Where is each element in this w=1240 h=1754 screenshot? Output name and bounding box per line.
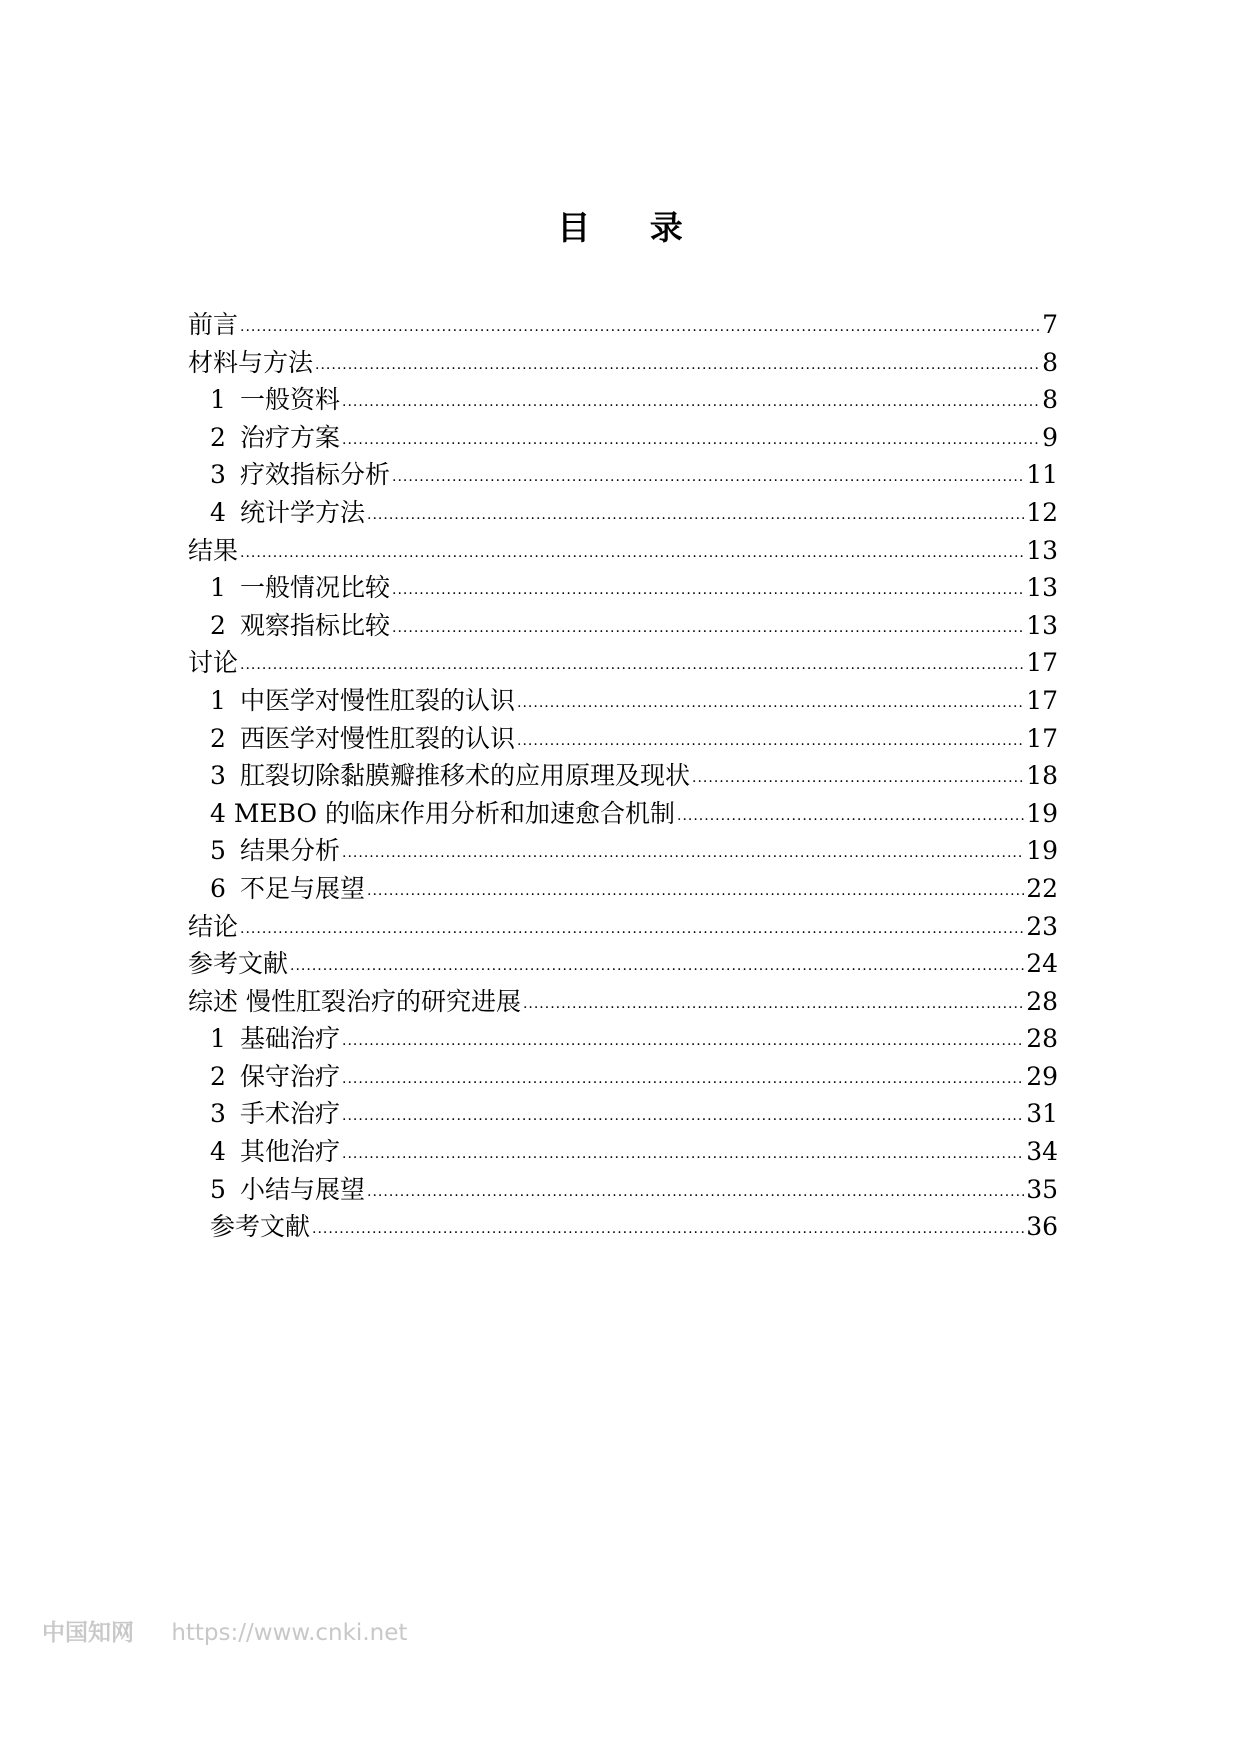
toc-dot-leader <box>677 798 1024 836</box>
toc-entry[interactable] <box>188 532 1058 570</box>
toc-entry-label <box>210 381 340 419</box>
toc-entry-page: 11 <box>1026 460 1058 490</box>
toc-dot-leader <box>392 459 1024 497</box>
toc-entry-label <box>210 682 515 720</box>
toc-entry[interactable] <box>188 1020 1058 1058</box>
toc-entry-text: 基础治疗 <box>240 1024 341 1054</box>
toc-entry-label <box>188 532 238 570</box>
toc-entry-number: 4 <box>210 798 226 828</box>
toc-entry-label <box>188 945 288 983</box>
toc-entry[interactable] <box>188 381 1058 419</box>
toc-entry-page: 8 <box>1042 347 1058 377</box>
watermark <box>42 1614 407 1647</box>
toc-dot-leader <box>342 1136 1024 1174</box>
toc-dot-leader <box>342 1061 1024 1099</box>
toc-entry-page: 17 <box>1026 685 1058 715</box>
toc-entry-number: 2 <box>210 422 226 452</box>
toc-entry-label <box>210 1058 340 1096</box>
toc-entry-label <box>188 644 238 682</box>
toc-entry[interactable] <box>188 344 1058 382</box>
toc-entry[interactable] <box>188 1095 1058 1133</box>
toc-entry[interactable] <box>188 720 1058 758</box>
toc-entry-page: 24 <box>1026 949 1058 979</box>
toc-dot-leader <box>240 911 1024 949</box>
toc-dot-leader <box>342 1023 1024 1061</box>
toc-entry-text: 结果 <box>188 535 239 565</box>
toc-entry[interactable] <box>188 682 1058 720</box>
toc-dot-leader <box>517 723 1024 761</box>
toc-entry-label <box>188 344 313 382</box>
toc-entry-page: 17 <box>1026 648 1058 678</box>
page-title: 目 录 <box>557 208 707 247</box>
toc-entry-label <box>210 1208 310 1246</box>
toc-entry[interactable] <box>188 757 1058 795</box>
toc-entry-text: 疗效指标分析 <box>240 460 391 490</box>
toc-entry-text: 不足与展望 <box>240 873 366 903</box>
toc-entry-label <box>210 419 340 457</box>
toc-dot-leader <box>240 647 1024 685</box>
toc-entry[interactable] <box>188 870 1058 908</box>
toc-dot-leader <box>367 873 1024 911</box>
toc-entry-page: 28 <box>1026 1024 1058 1054</box>
toc-entry-text: 统计学方法 <box>240 497 366 527</box>
toc-entry-label <box>210 832 340 870</box>
toc-entry[interactable] <box>188 1058 1058 1096</box>
toc-entry-page: 19 <box>1026 798 1058 828</box>
toc-entry[interactable] <box>188 569 1058 607</box>
toc-entry-number: 1 <box>210 573 226 603</box>
toc-entry-page: 13 <box>1026 610 1058 640</box>
toc-entry[interactable] <box>188 456 1058 494</box>
toc-entry-text: 结论 <box>188 911 239 941</box>
toc-dot-leader <box>315 347 1040 385</box>
toc-entry[interactable] <box>188 1208 1058 1246</box>
toc-entry-number: 6 <box>210 873 226 903</box>
toc-entry-text: 中医学对慢性肛裂的认识 <box>240 685 516 715</box>
toc-entry-page: 8 <box>1042 385 1058 415</box>
toc-entry-page: 9 <box>1042 422 1058 452</box>
toc-dot-leader <box>367 497 1024 535</box>
toc-dot-leader <box>342 422 1040 460</box>
toc-entry[interactable] <box>188 832 1058 870</box>
toc-entry-text: 一般资料 <box>240 385 341 415</box>
toc-entry-page: 22 <box>1026 873 1058 903</box>
toc-entry-label <box>210 795 675 833</box>
toc-dot-leader <box>342 1098 1024 1136</box>
toc-entry-text: 观察指标比较 <box>240 610 391 640</box>
toc-entry-text: 治疗方案 <box>240 422 341 452</box>
toc-dot-leader <box>523 986 1024 1024</box>
toc-entry-label <box>210 1095 340 1133</box>
watermark-url: https://www.cnki.net <box>171 1620 408 1646</box>
toc-entry-label <box>188 908 238 946</box>
toc-entry-label <box>188 306 238 344</box>
toc-dot-leader <box>312 1211 1024 1249</box>
toc-entry-page: 17 <box>1026 723 1058 753</box>
toc-entry-text: 小结与展望 <box>240 1174 366 1204</box>
toc-entry[interactable] <box>188 1171 1058 1209</box>
toc-entry-label <box>210 607 390 645</box>
toc-entry-label <box>210 757 690 795</box>
toc-entry-page: 13 <box>1026 535 1058 565</box>
watermark-brand: 中国知网 <box>42 1620 134 1646</box>
table-of-contents <box>188 306 1058 1246</box>
toc-dot-leader <box>392 572 1024 610</box>
toc-entry-page: 29 <box>1026 1061 1058 1091</box>
toc-entry-text: 前言 <box>188 310 239 339</box>
toc-entry-page: 34 <box>1026 1137 1058 1167</box>
toc-entry-page: 28 <box>1026 986 1058 1016</box>
toc-entry-label <box>210 1133 340 1171</box>
toc-entry-page: 31 <box>1026 1099 1058 1129</box>
toc-entry-text: 保守治疗 <box>240 1061 341 1091</box>
toc-entry-number: 1 <box>210 385 226 415</box>
toc-entry[interactable] <box>188 306 1058 344</box>
toc-entry-number: 4 <box>210 497 226 527</box>
toc-entry-number: 1 <box>210 685 226 715</box>
toc-entry-page: 19 <box>1026 836 1058 866</box>
toc-dot-leader <box>392 610 1024 648</box>
toc-entry-text: 一般情况比较 <box>240 573 391 603</box>
toc-entry-text: MEBO 的临床作用分析和加速愈合机制 <box>233 798 675 828</box>
toc-entry-number: 2 <box>210 610 226 640</box>
toc-entry-page: 23 <box>1026 911 1058 941</box>
toc-dot-leader <box>342 384 1040 422</box>
toc-entry-text: 参考文献 <box>188 949 289 979</box>
toc-dot-leader <box>290 948 1024 986</box>
toc-entry-number: 2 <box>210 723 226 753</box>
toc-dot-leader <box>367 1174 1024 1212</box>
toc-entry-page: 35 <box>1026 1174 1058 1204</box>
toc-entry-label <box>210 720 515 758</box>
toc-entry-number: 5 <box>210 1174 226 1204</box>
toc-entry-page: 7 <box>1042 310 1058 339</box>
toc-dot-leader <box>240 309 1040 347</box>
toc-entry-label <box>210 569 390 607</box>
toc-entry-label <box>210 1020 340 1058</box>
toc-entry-label <box>210 1171 365 1209</box>
toc-dot-leader <box>240 535 1024 573</box>
toc-entry[interactable] <box>188 494 1058 532</box>
toc-entry-page: 13 <box>1026 573 1058 603</box>
toc-entry-text: 结果分析 <box>240 836 341 866</box>
toc-entry-number: 3 <box>210 1099 226 1129</box>
toc-entry-text: 参考文献 <box>210 1212 311 1242</box>
toc-entry-text: 材料与方法 <box>188 347 314 377</box>
toc-entry[interactable] <box>188 607 1058 645</box>
toc-entry-number: 1 <box>210 1024 226 1054</box>
toc-entry-text: 肛裂切除黏膜瓣推移术的应用原理及现状 <box>240 761 691 791</box>
toc-entry[interactable] <box>188 419 1058 457</box>
toc-entry-number: 3 <box>210 761 226 791</box>
toc-entry[interactable] <box>188 644 1058 682</box>
toc-entry-text: 综述 慢性肛裂治疗的研究进展 <box>188 986 521 1016</box>
toc-entry[interactable] <box>188 945 1058 983</box>
toc-entry-text: 手术治疗 <box>240 1099 341 1129</box>
toc-entry-page: 36 <box>1026 1212 1058 1242</box>
toc-entry-label <box>210 456 390 494</box>
toc-entry-label <box>188 983 521 1021</box>
toc-entry-page: 12 <box>1026 497 1058 527</box>
toc-entry-page: 18 <box>1026 761 1058 791</box>
toc-entry[interactable] <box>188 1133 1058 1171</box>
toc-dot-leader <box>692 760 1024 798</box>
toc-dot-leader <box>517 685 1024 723</box>
toc-dot-leader <box>342 835 1024 873</box>
toc-entry-label <box>210 494 365 532</box>
toc-entry-number: 4 <box>210 1137 226 1167</box>
toc-entry[interactable] <box>188 795 1058 833</box>
toc-entry-number: 5 <box>210 836 226 866</box>
toc-entry-label <box>210 870 365 908</box>
toc-entry[interactable] <box>188 983 1058 1021</box>
toc-entry-text: 讨论 <box>188 648 239 678</box>
toc-entry-number: 3 <box>210 460 226 490</box>
toc-entry[interactable] <box>188 908 1058 946</box>
toc-entry-text: 其他治疗 <box>240 1137 341 1167</box>
toc-entry-number: 2 <box>210 1061 226 1091</box>
toc-entry-text: 西医学对慢性肛裂的认识 <box>240 723 516 753</box>
